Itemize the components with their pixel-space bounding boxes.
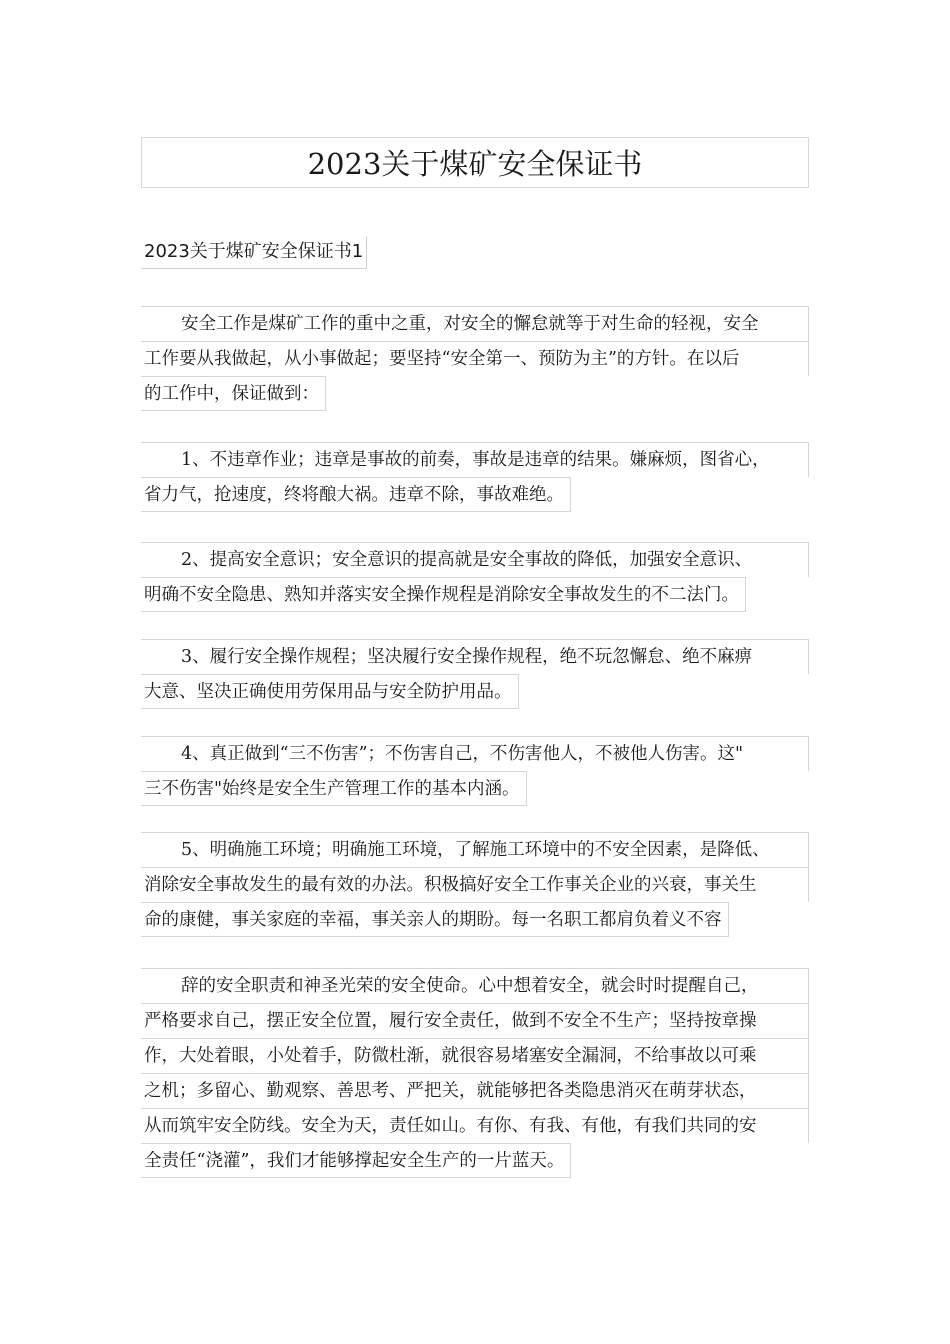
text-line: 1、不违章作业；违章是事故的前奏，事故是违章的结果。嫌麻烦，图省心，	[141, 442, 809, 477]
section-heading: 2023关于煤矿安全保证书1	[141, 236, 367, 269]
text-line: 5、明确施工环境；明确施工环境，了解施工环境中的不安全因素，是降低、	[141, 832, 809, 867]
text-line: 从而筑牢安全防线。安全为天，责任如山。有你、有我、有他，有我们共同的安	[141, 1108, 809, 1143]
text-line: 安全工作是煤矿工作的重中之重，对安全的懈怠就等于对生命的轻视，安全	[141, 306, 809, 341]
paragraph-intro	[141, 306, 809, 415]
text-line: 3、履行安全操作规程；坚决履行安全操作规程，绝不玩忽懈怠、绝不麻痹	[141, 639, 809, 674]
text-line: 4、真正做到“三不伤害”；不伤害自己，不伤害他人，不被他人伤害。这"	[141, 736, 809, 771]
text-line: 全责任“浇灌”，我们才能够撑起安全生产的一片蓝天。	[141, 1143, 571, 1178]
text-line: 明确不安全隐患、熟知并落实安全操作规程是消除安全事故发生的不二法门。	[141, 577, 746, 612]
text-line: 之机；多留心、勤观察、善思考、严把关，就能够把各类隐患消灭在萌芽状态，	[141, 1073, 809, 1108]
text-line: 的工作中，保证做到：	[141, 376, 326, 411]
paragraph-conclusion	[141, 968, 809, 1182]
text-line: 命的康健，事关家庭的幸福，事关亲人的期盼。每一名职工都肩负着义不容	[141, 902, 729, 937]
text-line: 2、提高安全意识；安全意识的提高就是安全事故的降低，加强安全意识、	[141, 542, 809, 577]
text-line: 省力气，抢速度，终将酿大祸。违章不除，事故难绝。	[141, 477, 571, 512]
paragraph-item-3	[141, 639, 809, 713]
text-line: 辞的安全职责和神圣光荣的安全使命。心中想着安全，就会时时提醒自己，	[141, 968, 809, 1003]
text-line: 工作要从我做起，从小事做起；要坚持“安全第一、预防为主”的方针。在以后	[141, 341, 809, 376]
paragraph-item-2	[141, 542, 809, 616]
text-line: 三不伤害"始终是安全生产管理工作的基本内涵。	[141, 771, 527, 806]
document-title: 2023关于煤矿安全保证书	[141, 137, 809, 188]
text-line: 大意、坚决正确使用劳保用品与安全防护用品。	[141, 674, 519, 709]
text-line: 作，大处着眼，小处着手，防微杜渐，就很容易堵塞安全漏洞，不给事故以可乘	[141, 1038, 809, 1073]
text-line: 消除安全事故发生的最有效的办法。积极搞好安全工作事关企业的兴衰，事关生	[141, 867, 809, 902]
text-line: 严格要求自己，摆正安全位置，履行安全责任，做到不安全不生产；坚持按章操	[141, 1003, 809, 1038]
paragraph-item-1	[141, 442, 809, 516]
paragraph-item-4	[141, 736, 809, 810]
paragraph-item-5	[141, 832, 809, 941]
